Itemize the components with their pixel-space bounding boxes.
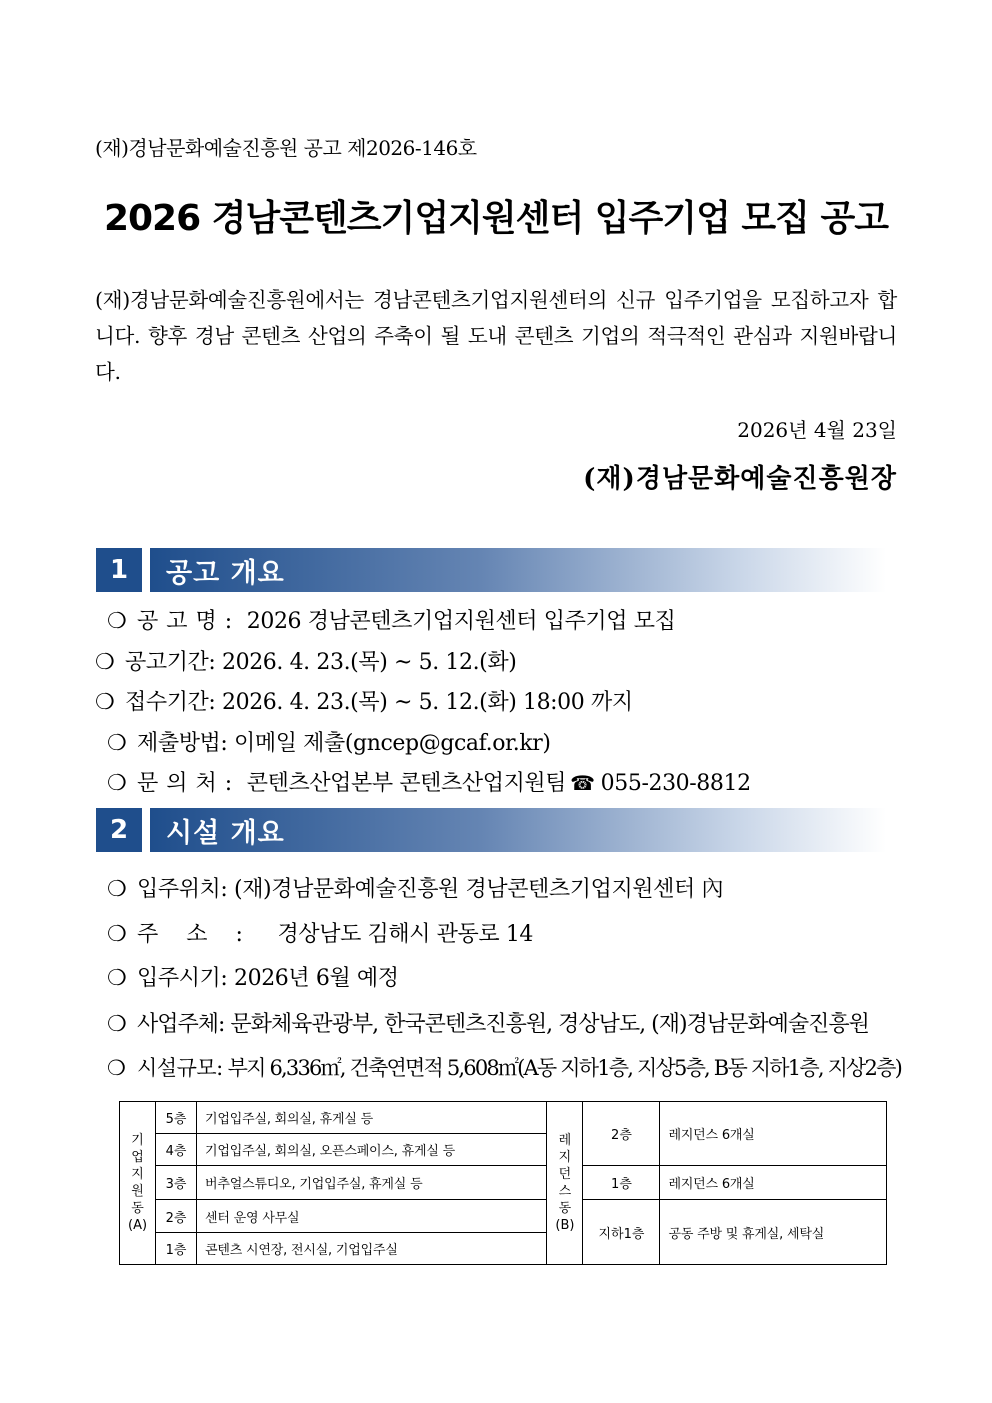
building-a-label: 기업지원동(A) (120, 1102, 156, 1265)
floor-cell: 3층 (156, 1166, 197, 1200)
page-title: 2026 경남콘텐츠기업지원센터 입주기업 모집 공고 (103, 198, 889, 239)
floor-cell: 1층 (583, 1166, 660, 1200)
item-key: 제출방법: (137, 731, 228, 756)
list-item (107, 726, 551, 757)
section-number: 1 (96, 548, 142, 592)
circle-bullet-icon: ❍ (107, 731, 127, 756)
facility-table (119, 1101, 887, 1265)
building-b-label: 레지던스동(B) (547, 1102, 583, 1265)
item-key: 시설규모: (137, 1056, 223, 1080)
floor-desc: 콘텐츠 시연장, 전시실, 기업입주실 (197, 1233, 547, 1265)
circle-bullet-icon: ❍ (107, 922, 127, 947)
item-value: 2026 경남콘텐츠기업지원센터 입주기업 모집 (240, 609, 676, 634)
item-value: 2026. 4. 23.(목) ~ 5. 12.(화) (215, 650, 517, 675)
list-item (107, 1007, 869, 1038)
list-item (107, 604, 675, 635)
floor-desc: 기업입주실, 회의실, 오픈스페이스, 휴게실 등 (197, 1134, 547, 1166)
phone-icon: ☎ (570, 771, 595, 795)
floor-desc: 버추얼스튜디오, 기업입주실, 휴게실 등 (197, 1166, 547, 1200)
floor-cell: 2층 (156, 1200, 197, 1233)
intro-paragraph: (재)경남문화예술진흥원에서는 경남콘텐츠기업지원센터의 신규 입주기업을 모집하고자 합니다. 향후 경남 콘텐츠 산업의 주축이 될 도내 콘텐츠 기업의 적극적인 관심과 지원바랍니다. (95, 288, 897, 384)
item-value: (재)경남문화예술진흥원 경남콘텐츠기업지원센터 內 (227, 877, 724, 902)
table-row (120, 1102, 887, 1134)
circle-bullet-icon: ❍ (107, 1012, 126, 1037)
item-value: 이메일 제출(gncep@gcaf.or.kr) (227, 731, 551, 756)
list-item (107, 961, 399, 992)
notice-date: 2026년 4월 23일 (737, 418, 897, 442)
list-item (95, 645, 516, 676)
section-title: 공고 개요 (150, 548, 886, 592)
floor-cell: 지하1층 (583, 1200, 660, 1265)
item-value: 문화체육관광부, 한국콘텐츠진흥원, 경상남도, (재)경남문화예술진흥원 (224, 1012, 869, 1037)
floor-cell: 4층 (156, 1134, 197, 1166)
floor-desc: 센터 운영 사무실 (197, 1200, 547, 1233)
item-value: 콘텐츠산업본부 콘텐츠산업지원팀 (240, 771, 567, 796)
list-item (107, 872, 723, 903)
floor-cell: 2층 (583, 1102, 660, 1166)
floor-desc: 레지던스 6개실 (660, 1102, 887, 1166)
signer: (재)경남문화예술진흥원장 (583, 464, 897, 494)
list-item (107, 917, 533, 948)
item-value: 2026. 4. 23.(목) ~ 5. 12.(화) 18:00 까지 (215, 690, 633, 715)
circle-bullet-icon: ❍ (95, 690, 115, 715)
item-value: 부지 6,336㎡, 건축연면적 5,608㎡(A동 지하1층, 지상5층, B동 지하1층, 지상2층) (222, 1056, 901, 1080)
floor-desc: 기업입주실, 회의실, 휴게실 등 (197, 1102, 547, 1134)
item-key: 주소: (137, 922, 271, 947)
list-item (95, 685, 633, 716)
item-value: 경상남도 김해시 관동로 14 (270, 922, 534, 947)
item-key: 사업주체: (137, 1012, 225, 1037)
section-title: 시설 개요 (150, 808, 886, 852)
table-row (120, 1200, 887, 1233)
circle-bullet-icon: ❍ (107, 877, 127, 902)
list-item (107, 1052, 901, 1082)
circle-bullet-icon: ❍ (107, 1056, 125, 1080)
item-key: 공고명: (137, 609, 241, 634)
item-key: 문의처: (137, 771, 241, 796)
item-key: 입주시기: (137, 966, 228, 991)
floor-cell: 1층 (156, 1233, 197, 1265)
item-key: 공고기간: (125, 650, 216, 675)
circle-bullet-icon: ❍ (107, 966, 127, 991)
item-key: 입주위치: (137, 877, 228, 902)
floor-cell: 5층 (156, 1102, 197, 1134)
circle-bullet-icon: ❍ (107, 771, 127, 796)
phone-number: 055-230-8812 (600, 771, 751, 796)
table-row (120, 1166, 887, 1200)
circle-bullet-icon: ❍ (107, 609, 127, 634)
circle-bullet-icon: ❍ (95, 650, 115, 675)
notice-number: (재)경남문화예술진흥원 공고 제2026-146호 (95, 136, 477, 160)
section-header-facility (96, 808, 886, 852)
item-value: 2026년 6월 예정 (227, 966, 399, 991)
floor-desc: 공동 주방 및 휴게실, 세탁실 (660, 1200, 887, 1265)
floor-desc: 레지던스 6개실 (660, 1166, 887, 1200)
list-item (107, 766, 751, 797)
section-number: 2 (96, 808, 142, 852)
section-header-overview (96, 548, 886, 592)
item-key: 접수기간: (125, 690, 216, 715)
